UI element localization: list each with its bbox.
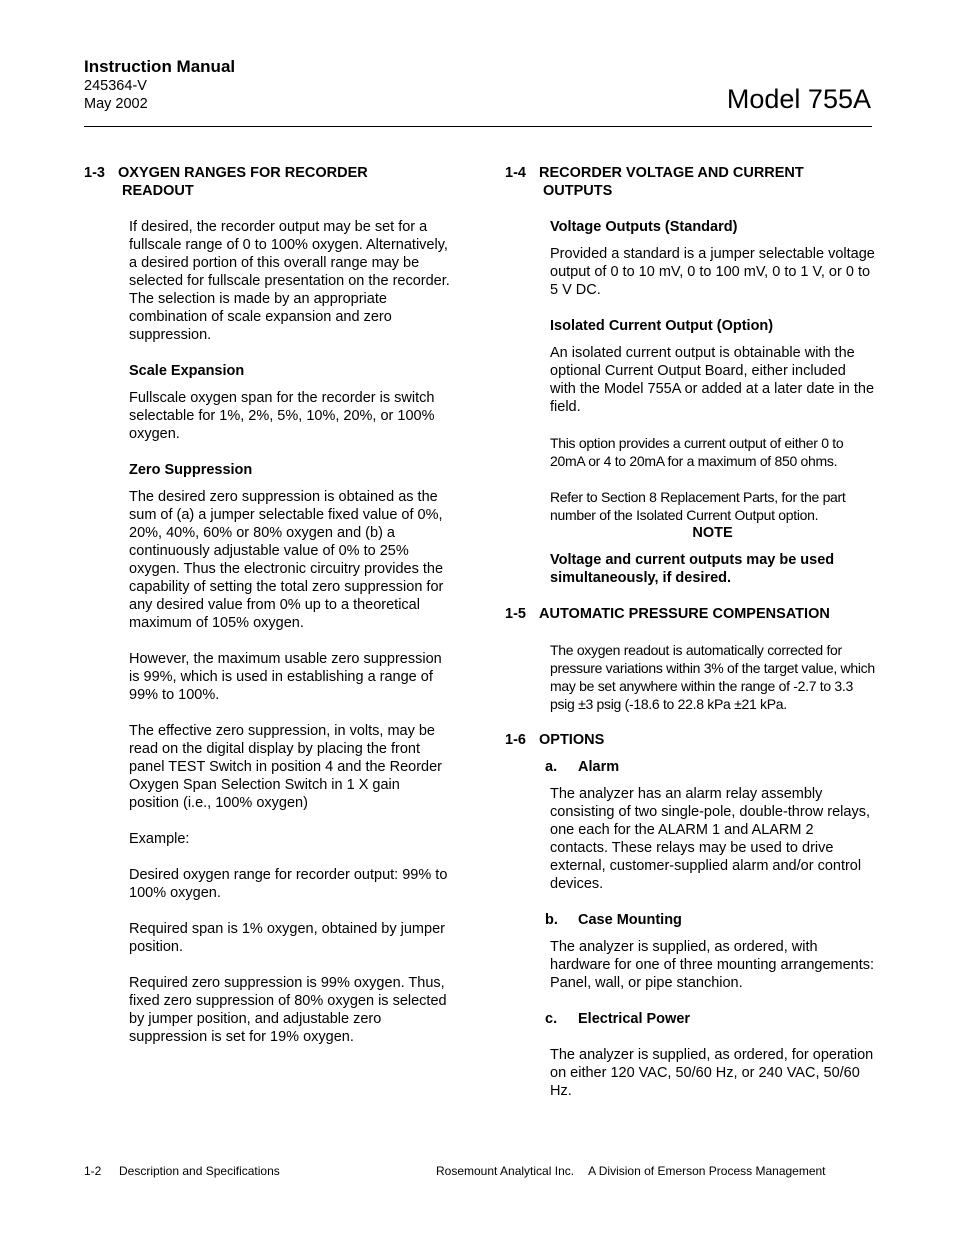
option-letter: a. [545, 759, 558, 775]
header-rule [84, 126, 872, 127]
example-paragraph-2: Required span is 1% oxygen, obtained by jumper position. [129, 921, 445, 955]
scale-expansion-heading: Scale Expansion [129, 363, 245, 379]
section-number: 1-3 [84, 165, 105, 181]
scale-expansion-text: Fullscale oxygen span for the recorder is switch selectable for 1%, 2%, 5%, 10%, 20%, or 100% oxygen. [129, 390, 435, 442]
option-title: Electrical Power [578, 1011, 691, 1027]
pressure-compensation-text: The oxygen readout is automatically corrected for pressure variations within 3% of the target value, which may be set anywhere within the range of -2.7 to 3.3 psig ±3 psig (-18.6 to 22.8 kPa ±21 kPa. [550, 642, 875, 712]
current-output-paragraph-1: An isolated current output is obtainable with the optional Current Output Board, either included with the Model 755A or added at a later date in the field. [550, 345, 875, 415]
section-title-line1: OXYGEN RANGES FOR RECORDER [118, 165, 368, 181]
case-mounting-text: The analyzer is supplied, as ordered, with hardware for one of three mounting arrangements: Panel, wall, or pipe stanchion. [550, 939, 875, 991]
zero-suppression-paragraph-1: The desired zero suppression is obtained as the sum of (a) a jumper selectable fixed value of 0%, 20%, 40%, 60% or 80% oxygen and (b) a continuously adjustable value of 0% to 25% oxygen. Thus the electronic circuitry provides the capability of setting the total zero suppression for any desired value from 0% up to a theoretical maximum of 105% oxygen. [129, 489, 444, 631]
page-number: 1-2 [84, 1164, 102, 1178]
section-title: AUTOMATIC PRESSURE COMPENSATION [539, 606, 830, 622]
current-output-paragraph-2: This option provides a current output of either 0 to 20mA or 4 to 20mA for a maximum of 850 ohms. [550, 435, 844, 469]
example-label: Example: [129, 831, 190, 847]
option-title: Case Mounting [578, 912, 682, 928]
section-number: 1-4 [505, 165, 526, 181]
footer-section: Description and Specifications [119, 1164, 280, 1178]
example-paragraph-1: Desired oxygen range for recorder output: 99% to 100% oxygen. [129, 867, 448, 901]
section-1-5-heading [505, 605, 875, 623]
section-1-3-heading [84, 164, 450, 200]
footer-left [84, 1164, 280, 1178]
section-number: 1-5 [505, 606, 526, 622]
example-paragraph-3: Required zero suppression is 99% oxygen. Thus, fixed zero suppression of 80% oxygen is selected by jumper position, and adjustable zero suppression is set for 19% oxygen. [129, 975, 447, 1045]
section-title: OPTIONS [539, 732, 605, 748]
note-heading: NOTE [692, 525, 733, 541]
zero-suppression-heading: Zero Suppression [129, 462, 253, 478]
voltage-outputs-text: Provided a standard is a jumper selectable voltage output of 0 to 10 mV, 0 to 100 mV, 0 to 1 V, or 0 to 5 V DC. [550, 246, 875, 298]
model-name: Model 755A [726, 84, 871, 114]
section-title-line2: READOUT [122, 183, 194, 199]
footer-company: Rosemount Analytical Inc. [436, 1164, 575, 1178]
option-letter: b. [545, 912, 558, 928]
option-b-heading [545, 911, 875, 929]
option-a-heading [545, 758, 875, 776]
intro-paragraph: If desired, the recorder output may be set for a fullscale range of 0 to 100% oxygen. Alternatively, a desired portion of this overall range may be selected for fullscale presentation on the recorder. The selection is made by an appropriate combination of scale expansion and zero suppression. [129, 219, 450, 343]
voltage-outputs-heading: Voltage Outputs (Standard) [550, 219, 738, 235]
electrical-power-text: The analyzer is supplied, as ordered, for operation on either 120 VAC, 50/60 Hz, or 240 VAC, 50/60 Hz. [550, 1047, 874, 1099]
footer-right [436, 1164, 826, 1178]
document-number: 245364-V [84, 78, 147, 94]
option-title: Alarm [578, 759, 620, 775]
manual-title: Instruction Manual [84, 57, 236, 76]
left-column [84, 164, 450, 1046]
document-date: May 2002 [84, 96, 148, 112]
section-1-6-heading [505, 731, 875, 749]
zero-suppression-paragraph-2: However, the maximum usable zero suppression is 99%, which is used in establishing a range of 99% to 100%. [129, 651, 442, 703]
section-number: 1-6 [505, 732, 526, 748]
current-output-paragraph-3: Refer to Section 8 Replacement Parts, for the part number of the Isolated Current Output option. [550, 489, 846, 523]
section-1-4-heading [505, 164, 875, 200]
footer-division: A Division of Emerson Process Management [588, 1164, 826, 1178]
current-output-heading: Isolated Current Output (Option) [550, 318, 774, 334]
zero-suppression-paragraph-3: The effective zero suppression, in volts, may be read on the digital display by placing the front panel TEST Switch in position 4 and the Reorder Oxygen Span Selection Switch in 1 X gain position (i.e., 100% oxygen) [129, 723, 443, 811]
note-text: Voltage and current outputs may be used simultaneously, if desired. [550, 552, 835, 586]
option-letter: c. [545, 1011, 558, 1027]
right-column [505, 164, 875, 1100]
option-c-heading [545, 1010, 875, 1028]
alarm-text: The analyzer has an alarm relay assembly consisting of two single-pole, double-throw relays, one each for the ALARM 1 and ALARM 2 contacts. These relays may be used to drive external, customer-supplied alarm and/or control devices. [550, 786, 870, 892]
section-title-line2: OUTPUTS [543, 183, 613, 199]
section-title-line1: RECORDER VOLTAGE AND CURRENT [539, 165, 804, 181]
